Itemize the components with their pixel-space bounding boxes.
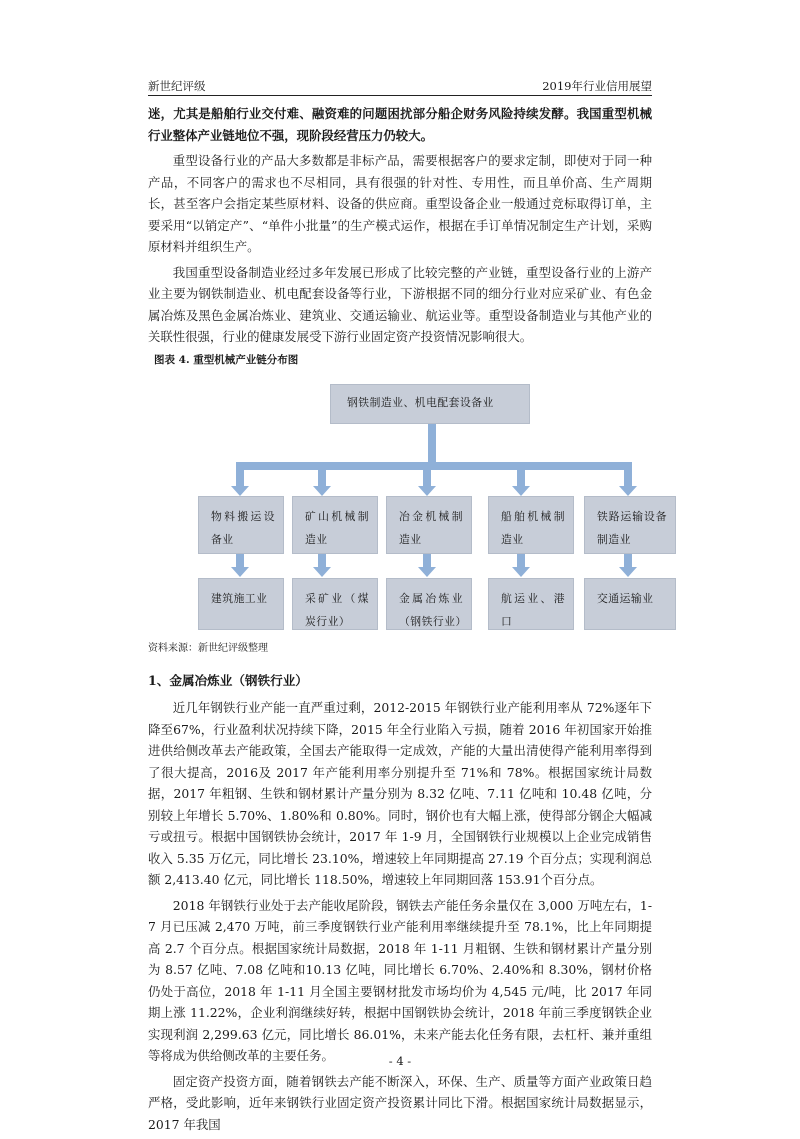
header-title: 2019年行业信用展望 xyxy=(542,79,652,93)
intro-bold-paragraph: 迷，尤其是船舶行业交付难、融资难的问题困扰部分船企财务风险持续发酵。我国重型机械行业整体产业链地位不强，现阶段经营压力仍较大。 xyxy=(148,106,652,143)
paragraph-products: 重型设备行业的产品大多数都是非标产品，需要根据客户的要求定制，即使对于同一种产品，不同客户的需求也不尽相同，具有很强的针对性、专用性，而且单价高、生产周期长，甚至客户会指定某些原材料、设备的供应商。重型设备企业一般通过竞标取得订单，主要采用“以销定产”、“单件小批量”的生产模式运作，根据在手订单情况制定生产计划，采购原材料并组织生产。 xyxy=(148,153,652,254)
page-body xyxy=(148,103,667,1139)
page-header xyxy=(148,78,652,92)
header-org: 新世纪评级 xyxy=(148,79,206,93)
mid-box-mining-machinery: 矿山机械制造业 xyxy=(292,496,378,554)
upstream-box: 钢铁制造业、机电配套设备业 xyxy=(330,384,530,424)
trunk-arrow xyxy=(428,424,436,464)
section-paragraph-2: 2018 年钢铁行业处于去产能收尾阶段，钢铁去产能任务余量仅在 3,000 万吨左右，1-7 月已压减 2,470 万吨，前三季度钢铁行业产能利用率继续提升至 78.1%，比上年同期提高 2.7 个百分点。根据国家统计局数据，2018 年 1-11 月粗钢、生铁和钢材累计产量分别为 8.57 亿吨、7.08 亿吨和10.13 亿吨，同比增长 6.70%、2.40%和 8.30%，钢材价格仍处于高位，2018 年 1-11 月全国主要钢材批发市场均价为 4,545 元/吨，比 2017 年同期上涨 11.22%，企业利润继续好转，根据中国钢铁协会统计，2018 年前三季度钢铁企业实现利润 2,299.63 亿元，同比增长 86.01%，未来产能去化任务有限，去杠杆、兼并重组等将成为供给侧改革的主要任务。 xyxy=(148,897,652,1063)
mid-box-metallurgy-machinery: 冶金机械制造业 xyxy=(386,496,472,554)
page-number: - 4 - xyxy=(388,1054,412,1068)
mid-box-material-handling: 物料搬运设备业 xyxy=(198,496,284,554)
bottom-box-transportation: 交通运输业 xyxy=(584,578,676,630)
section-paragraph-1: 近几年钢铁行业产能一直严重过剩，2012-2015 年钢铁行业产能利用率从 72%逐年下降至67%，行业盈利状况持续下降，2015 年全行业陷入亏损，随着 2016 年初国家开始推进供给侧改革去产能政策，全国去产能取得一定成效，产能的大量出清使得产能利用率得到了很大提高，2016及 2017 年产能利用率分别提升至 71%和 78%。根据国家统计局数据，2017 年粗钢、生铁和钢材累计产量分别为 8.32 亿吨、7.11 亿吨和 10.48 亿吨，分别较上年增长 5.70%、1.80%和 0.80%。同时，钢价也有大幅上涨，使得部分钢企大幅减亏或扭亏。根据中国钢铁协会统计，2017 年 1-9 月，全国钢铁行业规模以上企业完成销售收入 5.35 万亿元，同比增长 23.10%，增速较上年同期提高 27.19 个百分点；实现利润总额 2,413.40 亿元，同比增长 118.50%，增速较上年同期回落 153.91个百分点。 xyxy=(148,700,652,887)
figure-caption: 图表 4. 重型机械产业链分布图 xyxy=(154,353,299,366)
section-paragraph-3: 固定资产投资方面，随着钢铁去产能不断深入，环保、生产、质量等方面产业政策日趋严格，受此影响，近年来钢铁行业固定资产投资累计同比下滑。根据国家统计局数据显示，2017 年我国 xyxy=(148,1073,652,1132)
figure-source: 资料来源：新世纪评级整理 xyxy=(148,642,268,654)
mid-box-railway-equipment: 铁路运输设备制造业 xyxy=(584,496,676,554)
bottom-box-mining: 采矿业（煤炭行业） xyxy=(292,578,378,630)
paragraph-industry-chain: 我国重型设备制造业经过多年发展已形成了比较完整的产业链，重型设备行业的上游产业主要为钢铁制造业、机电配套设备等行业，下游根据不同的细分行业对应采矿业、有色金属冶炼及黑色金属冶炼业、建筑业、交通运输业、航运业等。重型设备制造业与其他产业的关联性很强，行业的健康发展受下游行业固定资产投资情况影响很大。 xyxy=(148,264,652,344)
bottom-box-metal-smelting: 金属冶炼业（钢铁行业） xyxy=(386,578,472,630)
header-divider xyxy=(148,95,652,96)
mid-box-ship-machinery: 船舶机械制造业 xyxy=(488,496,574,554)
horizontal-bar xyxy=(236,462,632,470)
industry-chain-diagram xyxy=(148,384,667,634)
bottom-box-construction: 建筑施工业 xyxy=(198,578,284,630)
section-title: 1、金属冶炼业（钢铁行业） xyxy=(148,672,308,688)
bottom-box-shipping-ports: 航运业、港口 xyxy=(488,578,574,630)
